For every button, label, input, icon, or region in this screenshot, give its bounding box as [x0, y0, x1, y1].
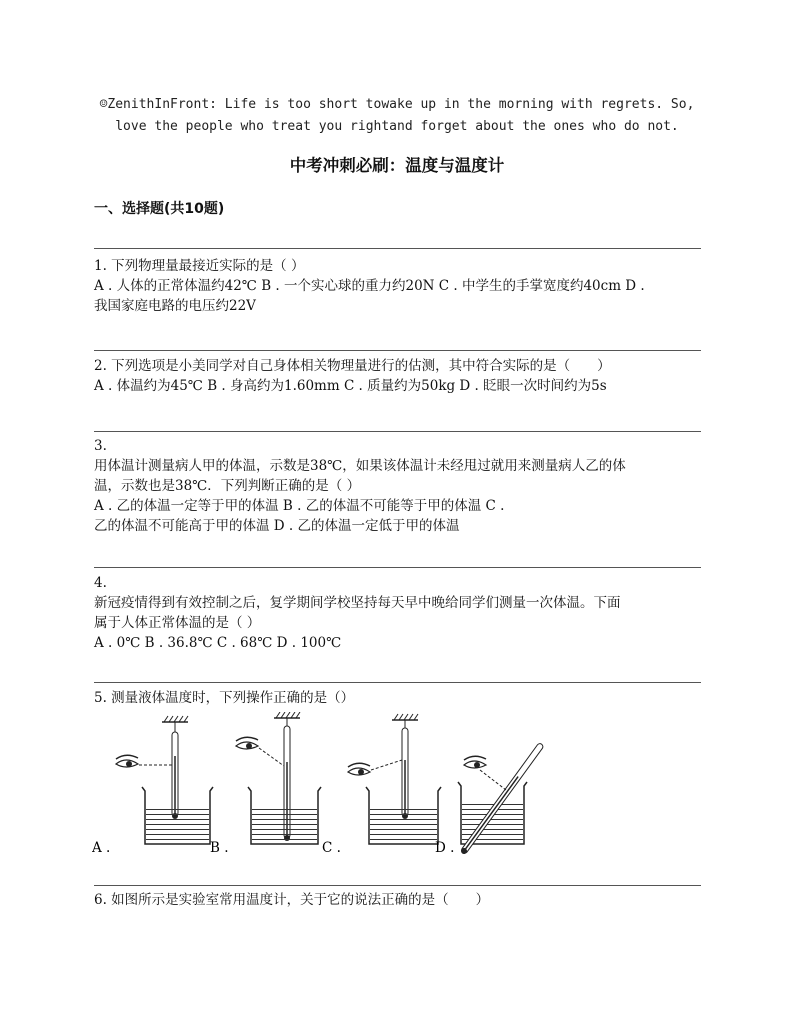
option-a-label: A . — [92, 840, 111, 856]
question-number: 4. — [94, 575, 107, 591]
question-options: A . 体温约为45℃ B . 身高约为1.60mm C . 质量约为50kg D . 眨眼一次时间约为5s — [94, 378, 607, 394]
question-options: A . 乙的体温一定等于甲的体温 B . 乙的体温不可能等于甲的体温 C . — [94, 498, 505, 514]
section-heading: 一、选择题(共10题) — [94, 201, 225, 217]
divider — [94, 682, 701, 683]
question-number: 3. — [94, 438, 107, 454]
divider — [94, 431, 701, 432]
option-b-label: B . — [210, 840, 229, 856]
question-options: 我国家庭电路的电压约22V — [94, 298, 256, 314]
page-title: 中考冲刺必刷：温度与温度计 — [289, 156, 505, 175]
thermometer-diagram — [92, 712, 562, 860]
header-motto — [0, 94, 794, 138]
motto-line-2: love the people who treat you rightand forget about the ones who do not. — [115, 119, 679, 134]
question-4 — [94, 573, 704, 653]
question-options: A . 人体的正常体温约42℃ B . 一个实心球的重力约20N C . 中学生的手掌宽度约40cm D . — [94, 278, 645, 294]
option-a-figure — [116, 716, 213, 844]
divider — [94, 567, 701, 568]
divider — [94, 350, 701, 351]
question-text: 1. 下列物理量最接近实际的是（ ） — [94, 258, 305, 274]
option-c-figure — [348, 714, 441, 844]
question-1 — [94, 256, 704, 316]
option-d-label: D . — [435, 840, 455, 856]
divider — [94, 885, 701, 886]
question-text: 6. 如图所示是实验室常用温度计，关于它的说法正确的是（ ） — [94, 892, 490, 908]
motto-line-1: ☺ZenithInFront: Life is too short towake up in the morning with regrets. So, — [99, 97, 695, 112]
option-c-label: C . — [322, 840, 341, 856]
question-text: 温，示数也是38℃．下列判断正确的是（ ） — [94, 478, 361, 494]
question-3 — [94, 436, 704, 536]
option-b-figure — [236, 712, 321, 844]
question-2 — [94, 356, 704, 396]
option-d-figure — [458, 742, 544, 855]
question-options: 乙的体温不可能高于甲的体温 D . 乙的体温一定低于甲的体温 — [94, 518, 460, 534]
question-options: A . 0℃ B . 36.8℃ C . 68℃ D . 100℃ — [94, 635, 342, 651]
question-text: 用体温计测量病人甲的体温，示数是38℃，如果该体温计未经甩过就用来测量病人乙的体 — [94, 458, 626, 474]
question-text: 新冠疫情得到有效控制之后，复学期间学校坚持每天早中晚给同学们测量一次体温。下面 — [94, 595, 621, 611]
question-6 — [94, 890, 704, 910]
divider — [94, 248, 701, 249]
question-text: 属于人体正常体温的是（ ） — [94, 615, 261, 631]
question-5 — [94, 688, 704, 708]
question-text: 2. 下列选项是小美同学对自己身体相关物理量进行的估测，其中符合实际的是（ ） — [94, 358, 611, 374]
question-text: 5. 测量液体温度时，下列操作正确的是（） — [94, 690, 355, 706]
